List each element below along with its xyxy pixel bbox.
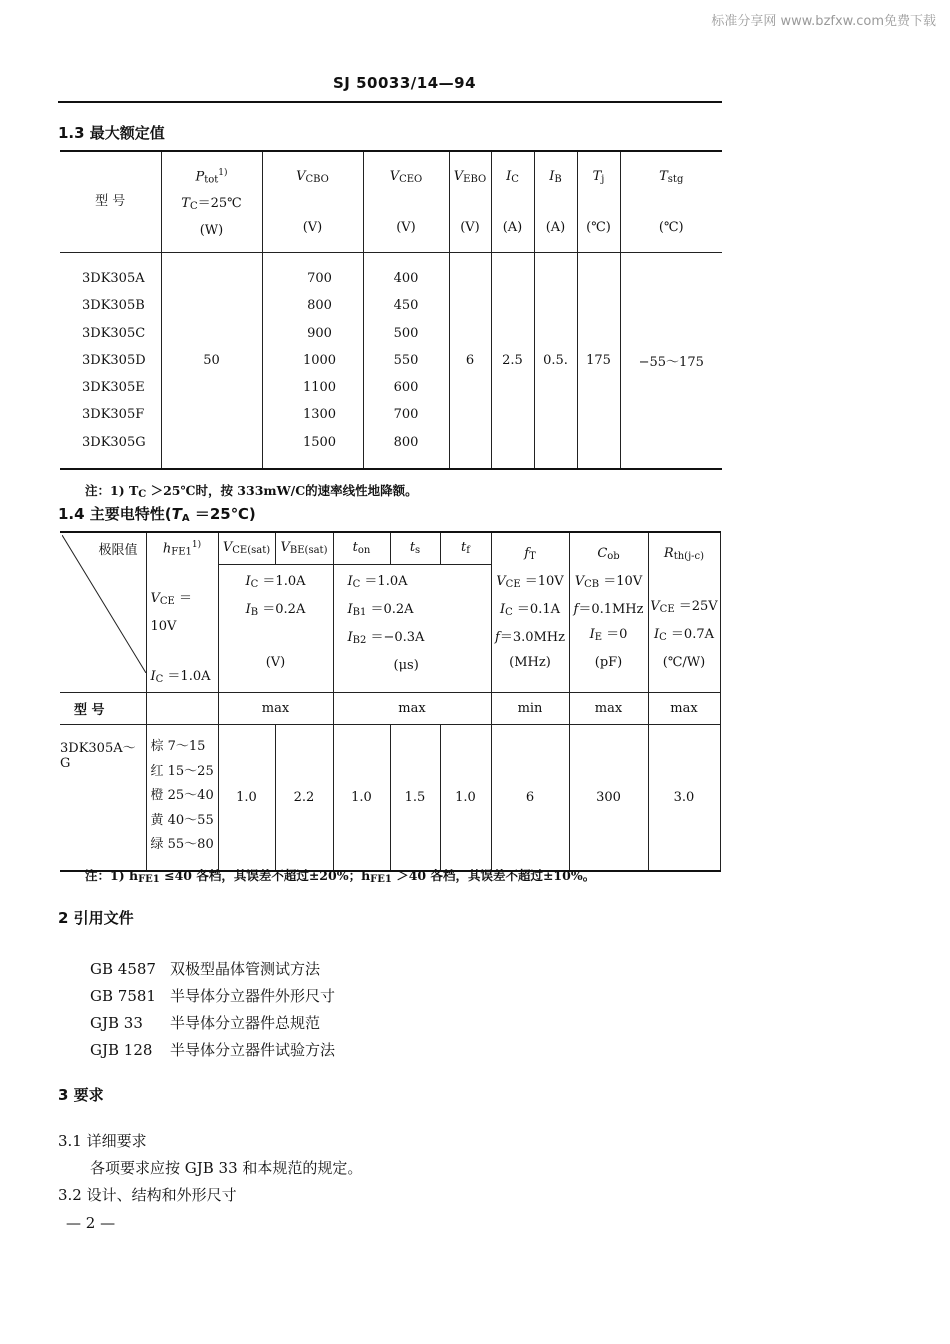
header-ib: IB (A) [534,151,577,253]
hfe-conditions: VCE ＝10V IC ＝1.0A [146,564,218,693]
model-list: 3DK305A 3DK305B 3DK305C 3DK305D 3DK305E 3DK305F 3DK305G [82,271,146,450]
section-1-4-title: 1.4 主要电特性(TA ＝25℃) [58,505,256,524]
header-vcesat: VCE(sat) [218,532,275,564]
limit-label: 极限值 [60,532,146,693]
limit-cob: max [569,693,648,725]
section-3-2-title: 3.2 设计、结构和外形尺寸 [58,1186,237,1204]
table-header-row [60,532,720,564]
vebo-value: 6 [449,253,491,470]
limit-sat: max [218,693,333,725]
max-ratings-table [60,150,722,470]
ib-value: 0.5. [534,253,577,470]
document-header: SJ 50033/14—94 [333,74,477,92]
table-row [60,725,720,871]
header-cob: Cob VCB ＝10V f＝0.1MHz IE ＝0 (pF) [569,532,648,693]
ton-value: 1.0 [333,725,390,871]
header-ts: ts [390,532,440,564]
type-label: 型 号 [60,693,146,725]
cob-value: 300 [569,725,648,871]
switching-conditions: IC ＝1.0A IB1 ＝0.2A IB2 ＝−0.3A (μs) [333,564,491,693]
section-1-3-title: 1.3 最大额定值 [58,124,165,142]
ts-value: 1.5 [390,725,440,871]
model-cell: 3DK305A～G [60,725,146,871]
electrical-characteristics-table [60,531,721,872]
diagonal-divider [62,535,146,673]
watermark: 标准分享网 www.bzfxw.com免费下载 [711,14,936,29]
section-3-1-title: 3.1 详细要求 [58,1132,147,1150]
vceo-list: 400 450 500 550 600 700 800 [363,253,449,470]
section-3-1-text: 各项要求应按 GJB 33 和本规范的规定。 [90,1159,363,1177]
vcbo-list: 700 800 900 1000 1100 1300 1500 [262,253,363,470]
note-1-4: 注：1) hFE1 ≤40 各档，其误差不超过±20%；hFE1 ＞40 各档，其误差不超过±10%。 [85,868,596,885]
sat-conditions: IC ＝1.0A IB ＝0.2A (V) [218,564,333,693]
header-vebo: VEBO (V) [449,151,491,253]
table-limit-row [60,693,720,725]
header-type: 型 号 [60,151,161,253]
header-rule [58,101,722,103]
list-item: GJB 128 半导体分立器件试验方法 [90,1041,336,1059]
page-number: — 2 — [66,1214,116,1232]
limit-switching: max [333,693,491,725]
vbesat-value: 2.2 [275,725,333,871]
header-vceo: VCEO (V) [363,151,449,253]
header-tj: Tj (℃) [577,151,620,253]
header-tstg: Tstg (℃) [620,151,722,253]
limit-rth: max [648,693,720,725]
tf-value: 1.0 [440,725,491,871]
header-hfe: hFE1$^{1)}$ [146,532,218,564]
section-3-title: 3 要求 [58,1086,104,1104]
table-row [60,253,722,470]
ft-value: 6 [491,725,569,871]
table-header-row [60,151,722,253]
tj-value: 175 [577,253,620,470]
ptot-value: 50 [161,253,262,470]
header-ft: fT VCE ＝10V IC ＝0.1A f＝3.0MHz (MHz) [491,532,569,693]
vcesat-value: 1.0 [218,725,275,871]
reference-list [90,956,335,1064]
limit-ft: min [491,693,569,725]
note-1-3: 注：1) TC ＞25℃时，按 333mW/C的速率线性地降额。 [85,483,418,500]
section-2-title: 2 引用文件 [58,909,134,927]
header-vbesat: VBE(sat) [275,532,333,564]
limit-hfe [146,693,218,725]
ic-value: 2.5 [491,253,534,470]
hfe-bins: 棕 7～15 红 15～25 橙 25～40 黄 40～55 绿 55～80 [146,725,218,871]
header-ton: ton [333,532,390,564]
list-item: GJB 33 半导体分立器件总规范 [90,1014,321,1032]
header-vcbo: VCBO (V) [262,151,363,253]
list-item: GB 4587 双极型晶体管测试方法 [90,960,321,978]
header-tf: tf [440,532,491,564]
header-ic: IC (A) [491,151,534,253]
tstg-value: −55～175 [620,253,722,470]
header-rth: Rth(j-c) VCE ＝25V IC ＝0.7A (℃/W) [648,532,720,693]
list-item: GB 7581 半导体分立器件外形尺寸 [90,987,336,1005]
rth-value: 3.0 [648,725,720,871]
header-ptot: Ptot$^{1)}$ TC＝25℃ (W) [161,151,262,253]
